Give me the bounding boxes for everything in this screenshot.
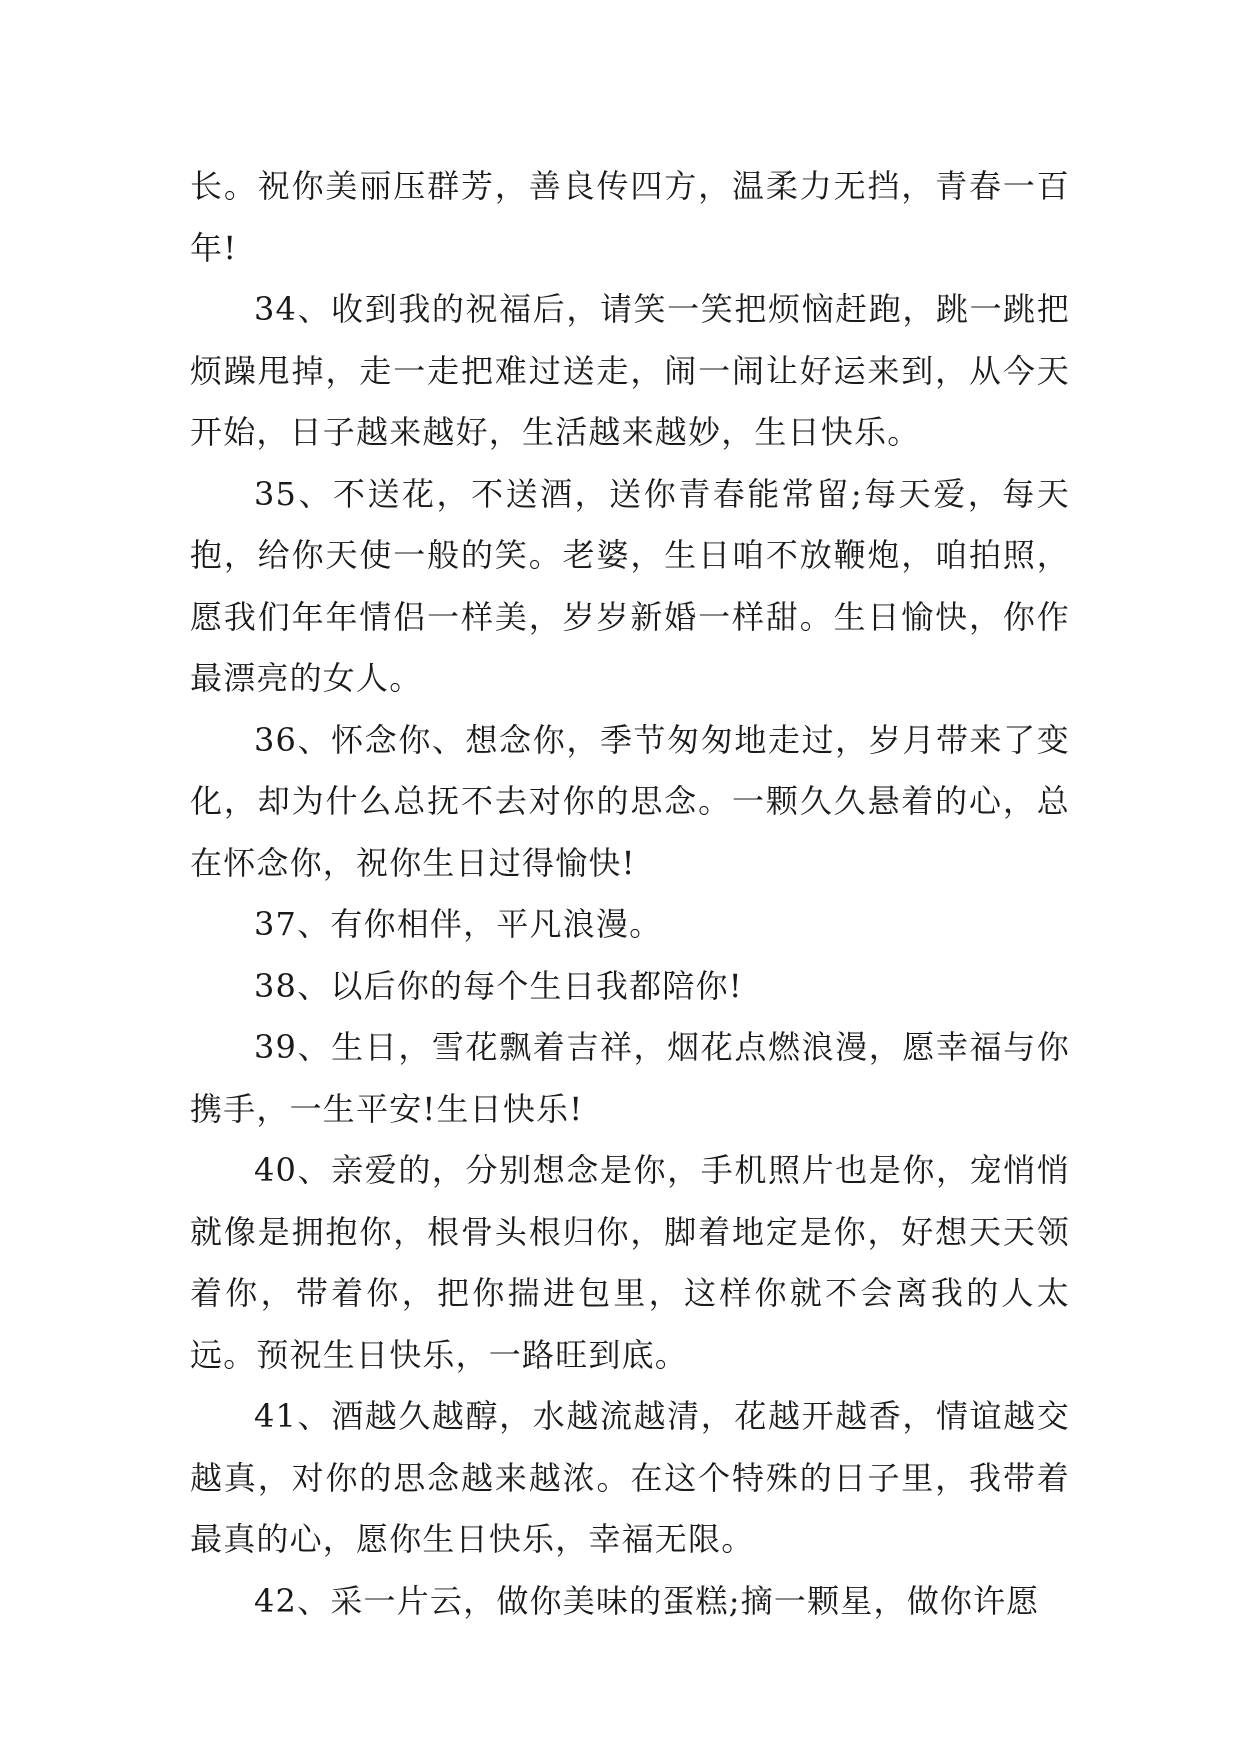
paragraph-continuation: 长。祝你美丽压群芳，善良传四方，温柔力无挡，青春一百年! (190, 167, 1070, 267)
document-body (190, 156, 1070, 1632)
paragraph-41: 41、酒越久越醇，水越流越清，花越开越香，情谊越交越真，对你的思念越来越浓。在这个特殊的日子里，我带着最真的心，愿你生日快乐，幸福无限。 (190, 1397, 1070, 1558)
paragraph-38: 38、以后你的每个生日我都陪你! (254, 966, 743, 1005)
paragraph-34: 34、收到我的祝福后，请笑一笑把烦恼赶跑，跳一跳把烦躁甩掉，走一走把难过送走，闹一闹让好运来到，从今天开始，日子越来越好，生活越来越妙，生日快乐。 (190, 290, 1070, 451)
paragraph-40: 40、亲爱的，分别想念是你，手机照片也是你，宠悄悄就像是拥抱你，根骨头根归你，脚着地定是你，好想天天领着你，带着你，把你揣进包里，这样你就不会离我的人太远。预祝生日快乐，一路旺到底。 (190, 1151, 1070, 1374)
paragraph-37: 37、有你相伴，平凡浪漫。 (254, 905, 663, 943)
paragraph-36: 36、怀念你、想念你，季节匆匆地走过，岁月带来了变化，却为什么总抚不去对你的思念。一颗久久悬着的心，总在怀念你，祝你生日过得愉快! (190, 720, 1070, 882)
paragraph-35: 35、不送花，不送酒，送你青春能常留;每天爱，每天抱，给你天使一般的笑。老婆，生日咱不放鞭炮，咱拍照，愿我们年年情侣一样美，岁岁新婚一样甜。生日愉快，你作最漂亮的女人。 (190, 474, 1070, 697)
paragraph-42: 42、采一片云，做你美味的蛋糕;摘一颗星，做你许愿 (254, 1581, 1040, 1620)
paragraph-39: 39、生日，雪花飘着吉祥，烟花点燃浪漫，愿幸福与你携手，一生平安!生日快乐! (190, 1028, 1070, 1128)
